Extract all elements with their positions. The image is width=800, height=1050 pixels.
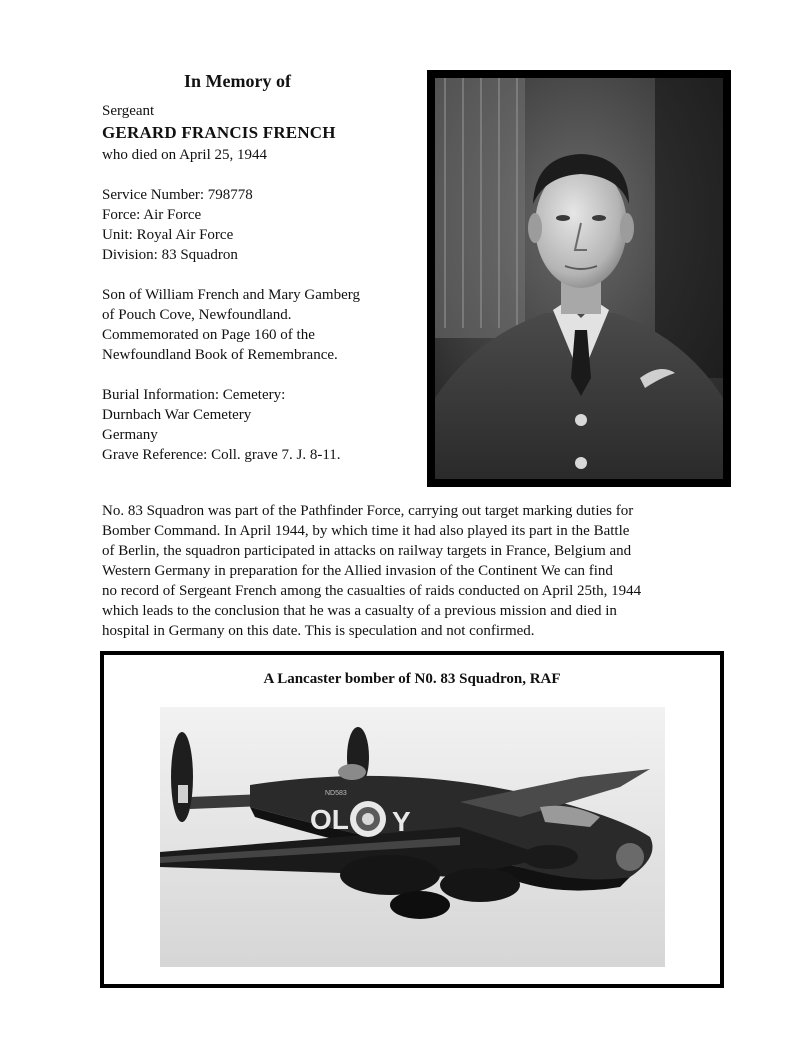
service-number: Service Number: 798778 <box>102 187 253 203</box>
family-line: Son of William French and Mary Gamberg <box>102 287 360 303</box>
spacer <box>102 165 422 185</box>
narrative-line: no record of Sergeant French among the casualties of raids conducted on April 25th, 1944 <box>102 583 642 599</box>
narrative-line: No. 83 Squadron was part of the Pathfinder Force, carrying out target marking duties for <box>102 503 634 519</box>
portrait-frame <box>427 70 731 487</box>
narrative-line: hospital in Germany on this date. This is speculation and not confirmed. <box>102 623 535 639</box>
squadron-narrative <box>102 501 714 641</box>
narrative-line: of Berlin, the squadron participated in attacks on railway targets in France, Belgium and <box>102 543 632 559</box>
memorial-heading: In Memory of <box>184 71 291 91</box>
death-date: who died on April 25, 1944 <box>102 147 267 163</box>
portrait-photo <box>435 78 723 479</box>
memorial-info <box>102 101 422 465</box>
aircraft-serial: ND583 <box>325 790 347 797</box>
burial-line: Burial Information: Cemetery: <box>102 387 286 403</box>
service-force: Force: Air Force <box>102 207 202 223</box>
family-line: of Pouch Cove, Newfoundland. <box>102 307 292 323</box>
burial-line: Durnbach War Cemetery <box>102 407 252 423</box>
aircraft-caption: A Lancaster bomber of N0. 83 Squadron, RAF <box>263 671 561 687</box>
aircraft-code-letters: OL <box>310 804 349 835</box>
aircraft-letter: Y <box>392 806 411 837</box>
family-line: Newfoundland Book of Remembrance. <box>102 347 338 363</box>
burial-line: Grave Reference: Coll. grave 7. J. 8-11. <box>102 447 341 463</box>
spacer <box>102 365 422 385</box>
service-division: Division: 83 Squadron <box>102 247 238 263</box>
narrative-line: Western Germany in preparation for the Allied invasion of the Continent We can find <box>102 563 613 579</box>
narrative-line: Bomber Command. In April 1944, by which time it had also played its part in the Battle <box>102 523 630 539</box>
family-line: Commemorated on Page 160 of the <box>102 327 315 343</box>
spacer <box>102 265 422 285</box>
rank: Sergeant <box>102 103 155 119</box>
lancaster-photo <box>160 707 665 967</box>
aircraft-box <box>100 651 724 988</box>
soldier-name: GERARD FRANCIS FRENCH <box>102 123 336 142</box>
burial-line: Germany <box>102 427 158 443</box>
narrative-line: which leads to the conclusion that he was a casualty of a previous mission and died in <box>102 603 617 619</box>
service-unit: Unit: Royal Air Force <box>102 227 234 243</box>
